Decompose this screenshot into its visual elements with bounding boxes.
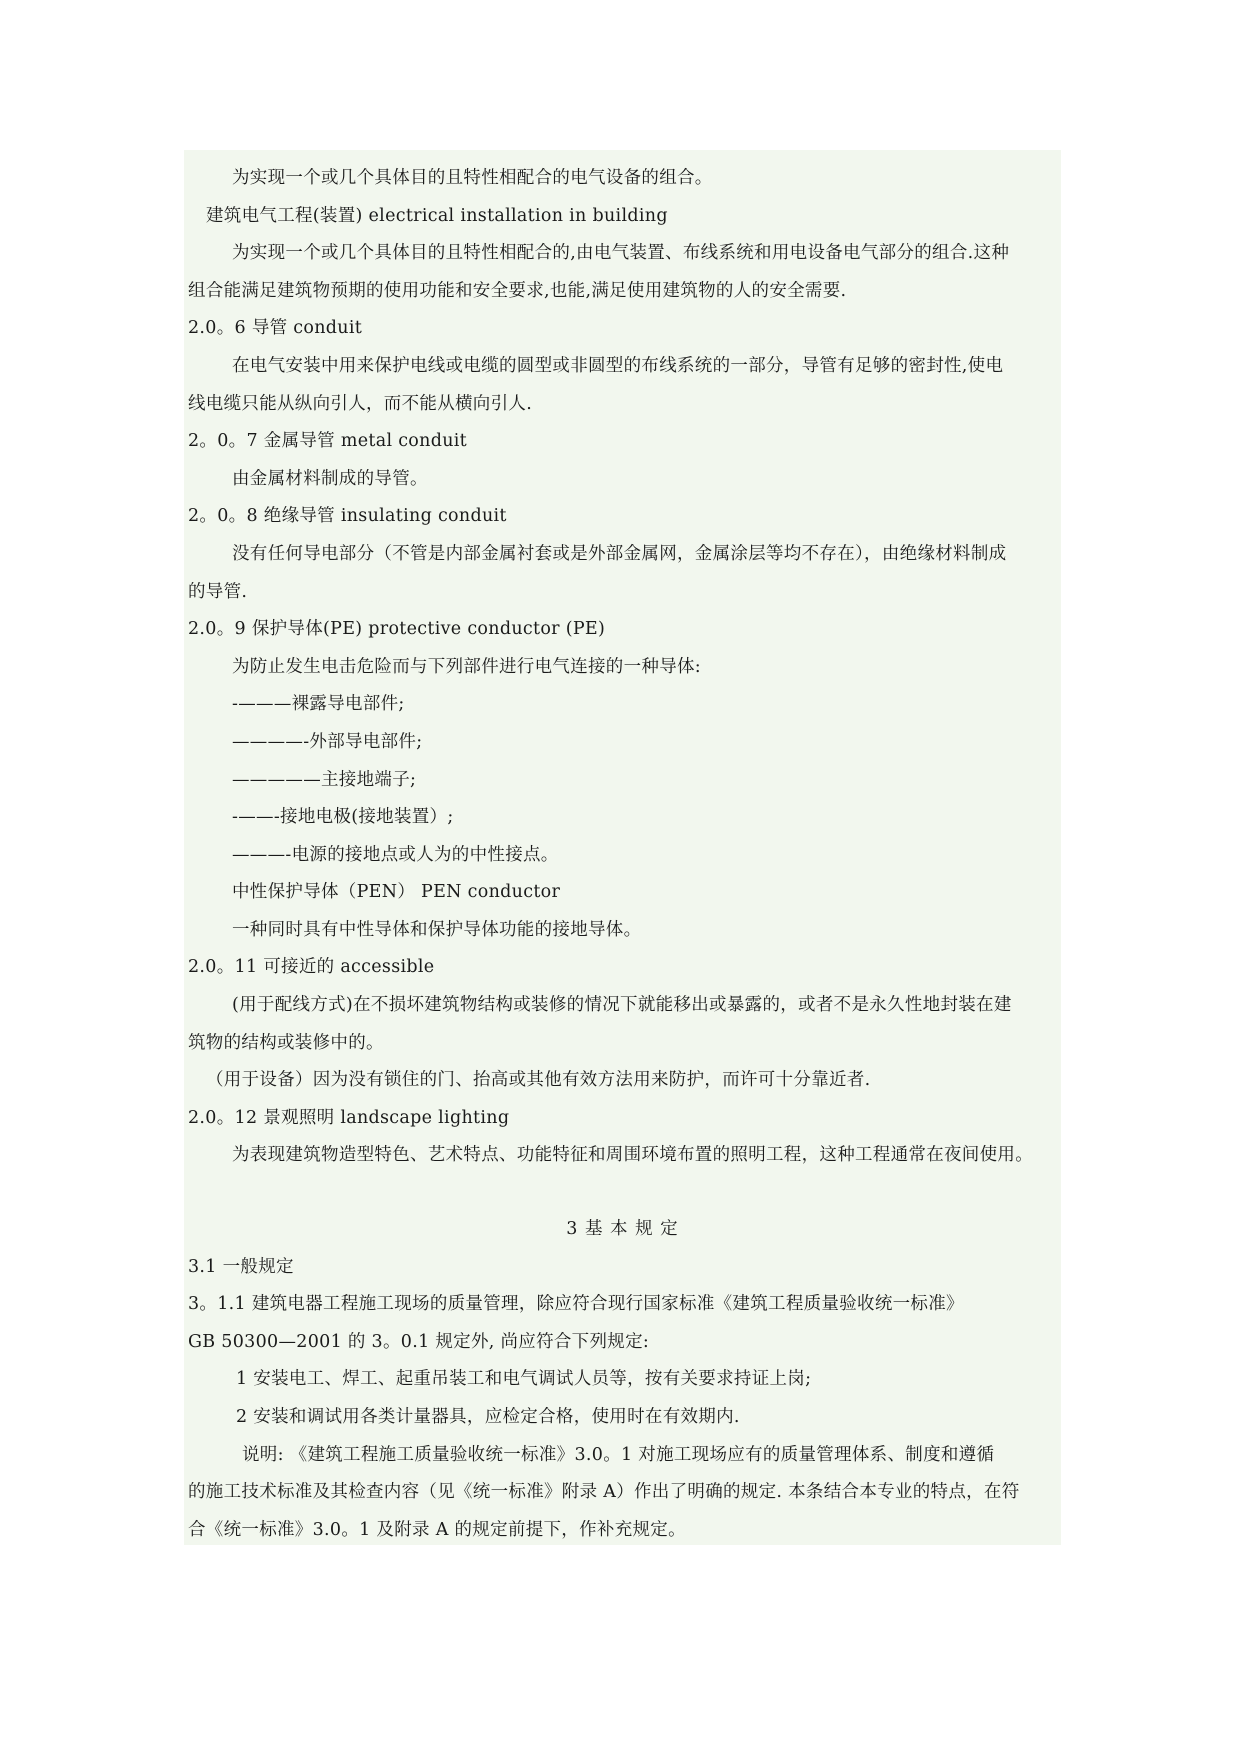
text-line: 中性保护导体（PEN） PEN conductor [232, 882, 561, 903]
text-line: 3.1 一般规定 [188, 1256, 294, 1277]
text-line: 为防止发生电击危险而与下列部件进行电气连接的一种导体: [232, 656, 701, 677]
text-line: 的施工技术标准及其检查内容（见《统一标准》附录 A）作出了明确的规定. 本条结合本专业的特点，在符 [188, 1482, 1020, 1503]
text-line: 合《统一标准》3.0。1 及附录 A 的规定前提下，作补充规定。 [188, 1519, 686, 1540]
text-line: 2.0。12 景观照明 landscape lighting [188, 1107, 510, 1128]
text-line: 的导管. [188, 581, 248, 602]
text-line: 组合能满足建筑物预期的使用功能和安全要求,也能,满足使用建筑物的人的安全需要. [188, 280, 847, 301]
section-title: 3 基 本 规 定 [566, 1219, 679, 1240]
text-line: 2 安装和调试用各类计量器具，应检定合格，使用时在有效期内. [236, 1407, 740, 1427]
text-line: GB 50300—2001 的 3。0.1 规定外, 尚应符合下列规定: [188, 1331, 650, 1352]
text-line: ————-外部导电部件; [232, 731, 423, 752]
text-line: 为实现一个或几个具体目的且特性相配合的,由电气装置、布线系统和用电设备电气部分的组合.这种 [232, 243, 1010, 264]
text-line: 线电缆只能从纵向引人，而不能从横向引人. [188, 393, 533, 414]
basic-provisions-section [184, 1249, 1061, 1550]
text-line: 2.0。11 可接近的 accessible [188, 957, 435, 978]
text-line: 没有任何导电部分（不管是内部金属衬套或是外部金属网，金属涂层等均不存在），由绝缘材料制成 [232, 543, 1007, 564]
text-line: 为表现建筑物造型特色、艺术特点、功能特征和周围环境布置的照明工程，这种工程通常在夜间使用。 [232, 1145, 1033, 1166]
text-line: 说明: 《建筑工程施工质量验收统一标准》3.0。1 对施工现场应有的质量管理体系、制度和遵循 [242, 1444, 995, 1465]
text-line: （用于设备）因为没有锁住的门、抬高或其他有效方法用来防护，而许可十分靠近者. [206, 1070, 871, 1091]
section-gap [184, 1175, 1061, 1211]
text-line: 由金属材料制成的导管。 [232, 468, 428, 489]
text-line: 建筑电气工程(装置) electrical installation in building [206, 205, 668, 226]
terms-section [184, 160, 1061, 1175]
document-text-block [184, 150, 1061, 1545]
text-line: 在电气安装中用来保护电线或电缆的圆型或非圆型的布线系统的一部分，导管有足够的密封性,使电 [232, 355, 1004, 376]
text-line: 2。0。7 金属导管 metal conduit [188, 431, 468, 452]
text-line: —————主接地端子; [232, 769, 417, 790]
text-line: -———裸露导电部件; [232, 694, 405, 715]
text-line: 2。0。8 绝缘导管 insulating conduit [188, 506, 507, 527]
text-line: 1 安装电工、焊工、起重吊装工和电气调试人员等，按有关要求持证上岗; [236, 1369, 812, 1390]
text-line: 筑物的结构或装修中的。 [188, 1032, 384, 1053]
text-line: -——-接地电极(接地装置）; [232, 807, 454, 828]
text-line: ———-电源的接地点或人为的中性接点。 [232, 844, 559, 865]
text-line: 2.0。6 导管 conduit [188, 318, 363, 339]
text-line: (用于配线方式)在不损坏建筑物结构或装修的情况下就能移出或暴露的，或者不是永久性地封装在建 [232, 995, 1012, 1016]
text-line: 为实现一个或几个具体目的且特性相配合的电气设备的组合。 [232, 168, 713, 188]
text-line: 2.0。9 保护导体(PE) protective conductor (PE) [188, 619, 606, 640]
text-line: 3。1.1 建筑电器工程施工现场的质量管理，除应符合现行国家标准《建筑工程质量验收统一标准》 [188, 1294, 964, 1315]
text-line: 一种同时具有中性导体和保护导体功能的接地导体。 [232, 919, 642, 940]
